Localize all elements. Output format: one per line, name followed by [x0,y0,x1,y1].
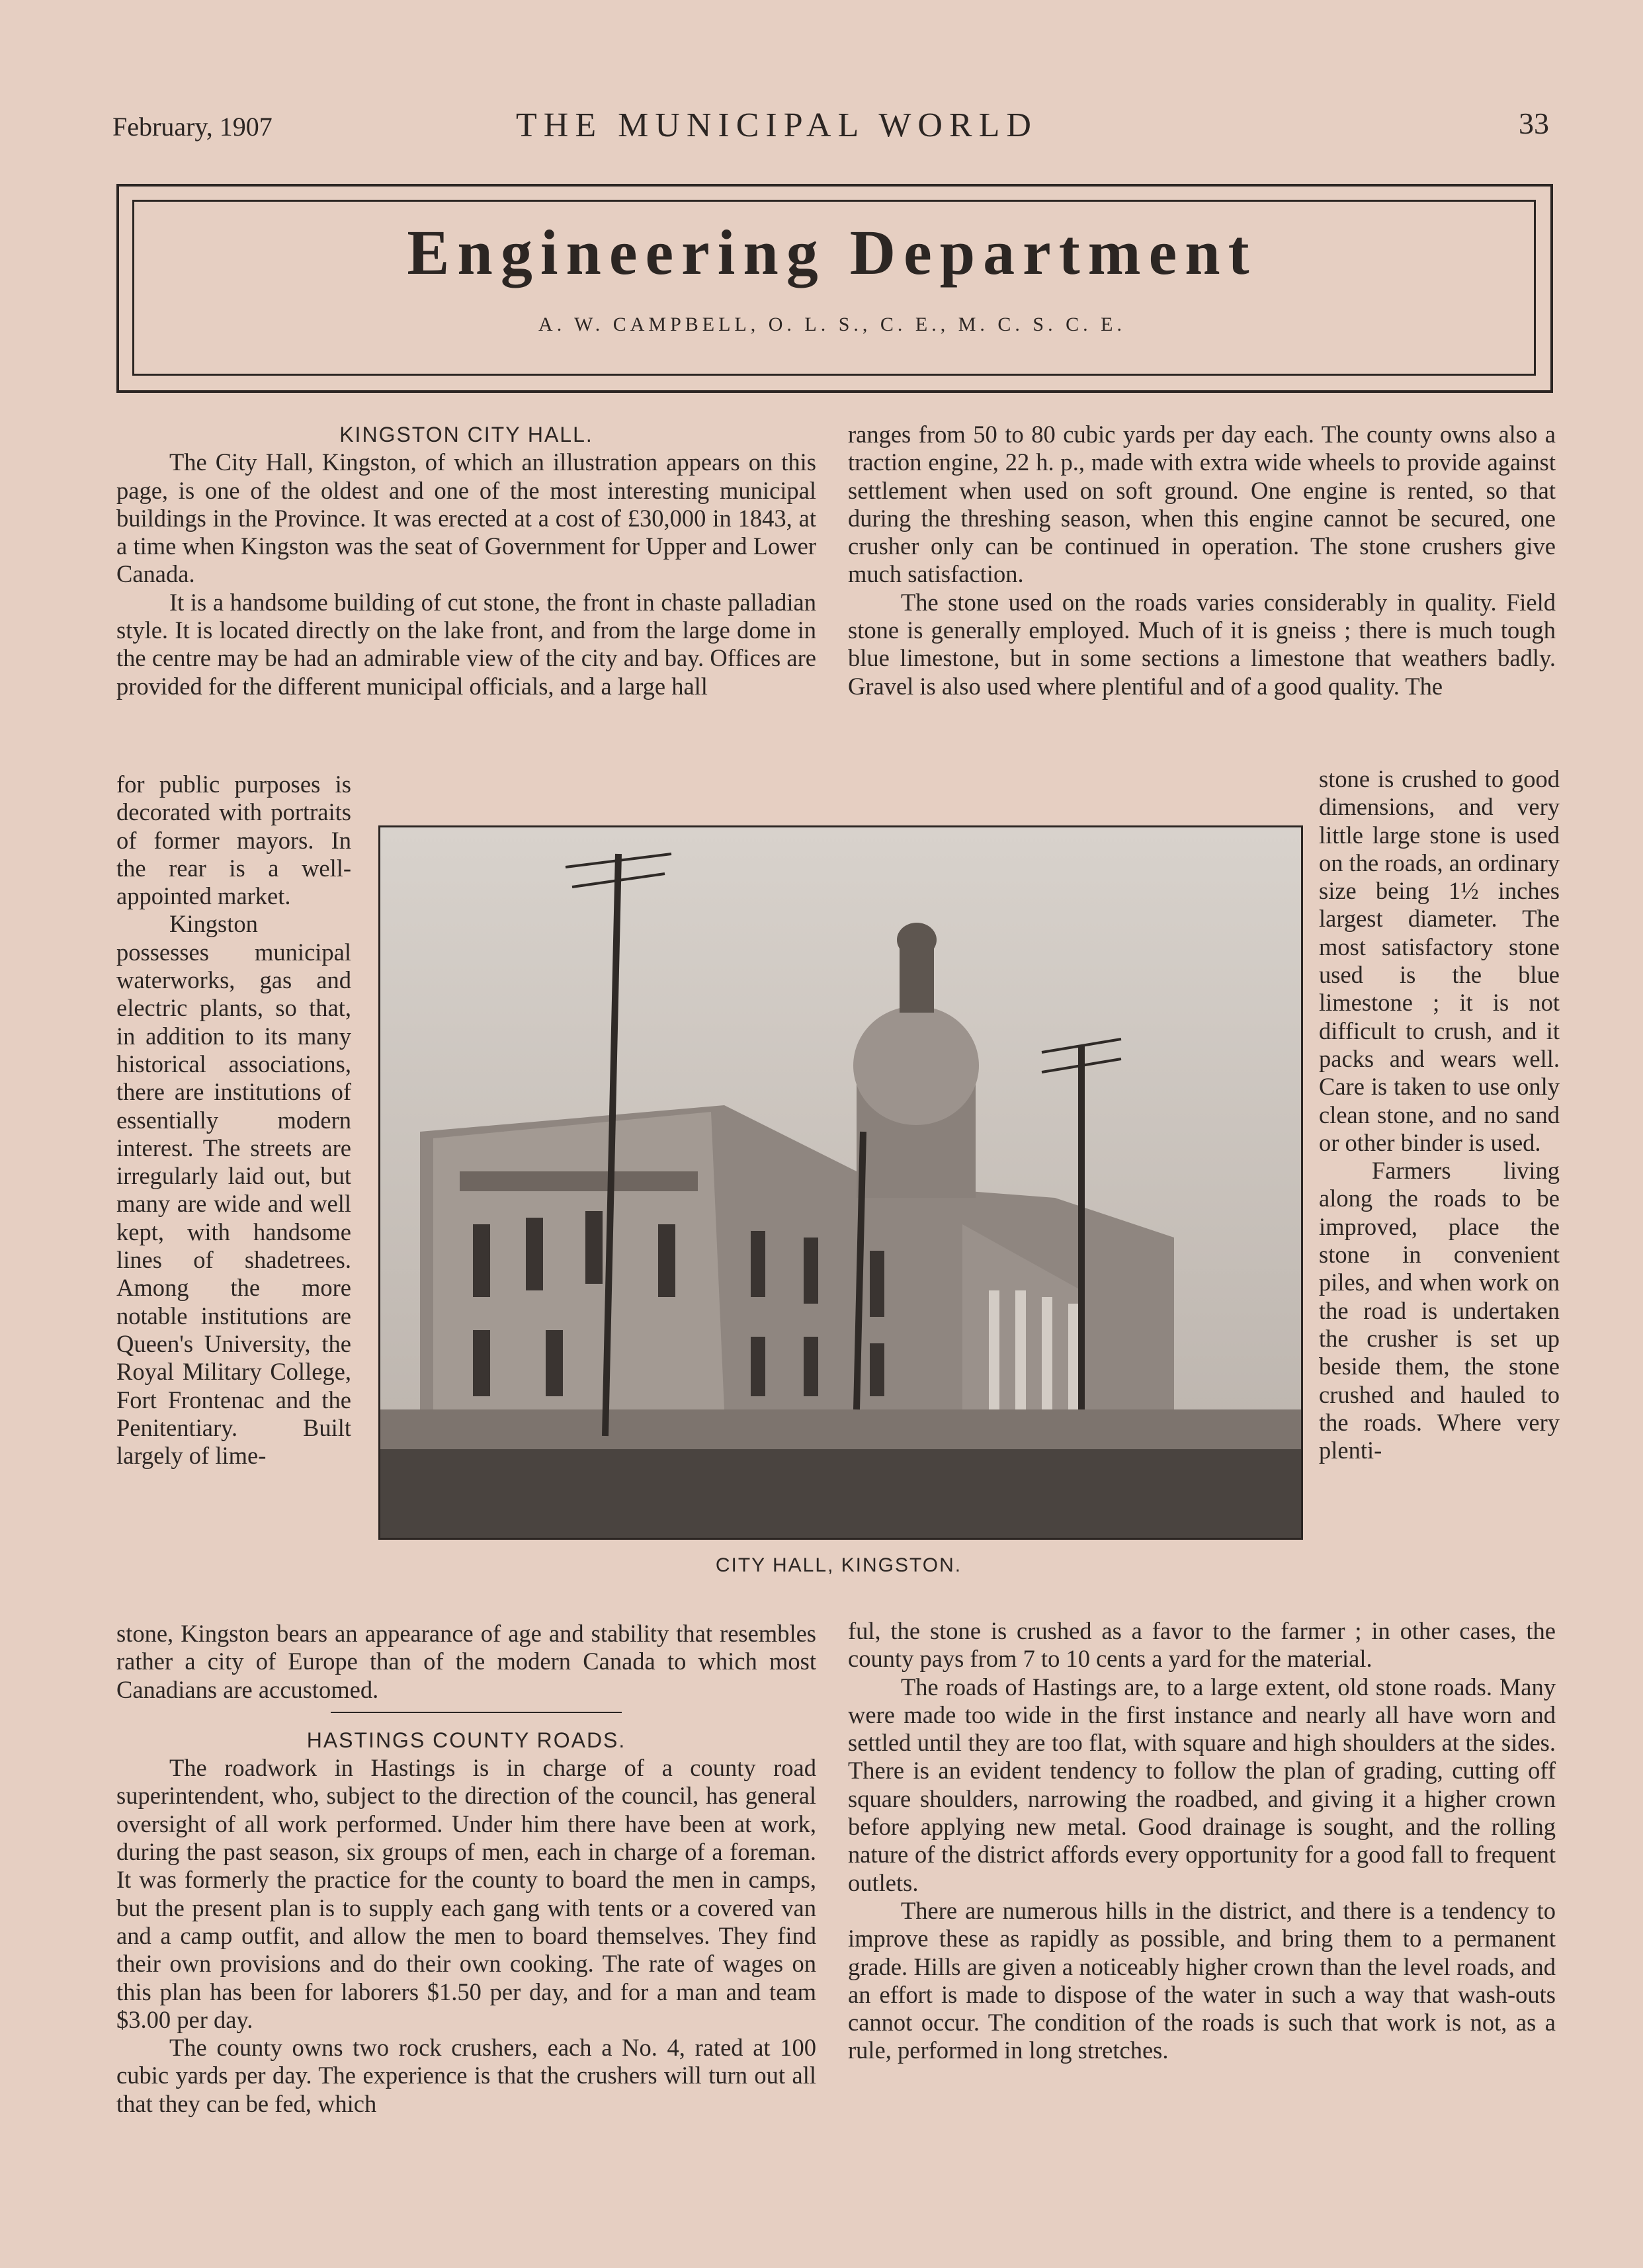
kingston-paragraph-2-cont: for public purposes is decorated with portraits of former mayors. In the rear is a well-appointed market. [116,771,351,910]
kingston-article-top [116,421,816,700]
header-title: THE MUNICIPAL WORLD [516,106,1038,144]
kingston-article-narrow [116,771,351,1470]
kingston-heading: KINGSTON CITY HALL. [339,423,593,446]
hastings-paragraph-2-cont: ranges from 50 to 80 cubic yards per day each. The county owns also a traction engine, 22 h. p., made with extra wide wheels to provide against settlement when used on soft ground. One engine is rented, so that during the threshing season, when this engine cannot be secured, one crusher only can be continued in operation. The stone crushers give much satisfaction. [848,421,1556,588]
hastings-paragraph-4: Farmers living along the roads to be improved, place the stone in convenient piles, and when work on the road is undertaken the crusher is set up beside them, the stone crushed and hauled to the roads. Where very plenti- [1319,1157,1560,1464]
hastings-paragraph-5: The roads of Hastings are, to a large extent, old stone roads. Many were made too wide in the first instance and nearly all have worn and settled until they are too flat, with square and high shoulders at the sides. There is an evident tendency to follow the plan of grading, cutting off square shoulders, narrowing the roadbed, and giving it a higher crown before applying new metal. Good drainage is sought, and the rolling nature of the district affords every opportunity for a good fall to frequent outlets. [848,1673,1556,1896]
section-divider [331,1712,622,1713]
hastings-paragraph-6: There are numerous hills in the district, and there is a tendency to improve these as rapidly as possible, and bring them to a permanent grade. Hills are given a noticeably higher crown than the level roads, and an effort is made to dispose of the water in such a way that wash-outs cannot occur. The condition of the roads is such that work is not, as a rule, performed in long stretches. [848,1896,1556,2064]
department-author: A. W. CAMPBELL, O. L. S., C. E., M. C. S. C. E. [538,314,1126,335]
kingston-paragraph-1: The City Hall, Kingston, of which an illustration appears on this page, is one of the oldest and one of the most interesting municipal buildings in the Province. It was erected at a cost of £30,000 in 1843, at a time when Kingston was the seat of Government for Upper and Lower Canada. [116,448,816,588]
photo-caption: CITY HALL, KINGSTON. [715,1554,962,1576]
kingston-paragraph-3-cont: stone, Kingston bears an appearance of age and stability that resembles rather a city of Europe than of the modern Canada to which most Canadians are accustomed. [116,1620,816,1703]
kingston-paragraph-3: Kingston possesses municipal waterworks, gas and electric plants, so that, in addition to its many historical associations, there are institutions of essentially modern interest. The streets are irregularly laid out, but many are wide and well kept, with handsome lines of shadetrees. Among the more notable institutions are Queen's University, the Royal Military College, Fort Frontenac and the Penitentiary. Built largely of lime- [116,910,351,1470]
kingston-article-bottom [116,1620,816,2118]
hastings-article-right-narrow [1319,765,1560,1464]
hastings-article-right-top [848,421,1556,700]
hastings-paragraph-3-cont: stone is crushed to good dimensions, and very little large stone is used on the roads, an ordinary size being 1½ inches largest diameter. The most satisfactory stone used is the blue limestone ; it is not difficult to crush, and it packs and wears well. Care is taken to use only clean stone, and no sand or other binder is used. [1319,765,1560,1156]
hastings-article-right-bottom [848,1617,1556,2065]
department-title: Engineering Department [407,217,1257,288]
page-number: 33 [1519,106,1549,140]
hastings-heading: HASTINGS COUNTY ROADS. [306,1728,626,1752]
header-date: February, 1907 [112,112,273,142]
hastings-paragraph-1: The roadwork in Hastings is in charge of a county road superintendent, who, subject to the direction of the council, has general oversight of all work performed. Under him there have been at work, during the past season, six groups of men, each in charge of a foreman. It was formerly the practice for the county to board the men in camps, but the present plan is to supply each gang with tents or a covered van and a camp outfit, and allow the men to board themselves. They find their own provisions and do their own cooking. The rate of wages on this plan has been for laborers $1.50 per day, and for a man and team $3.00 per day. [116,1754,816,2033]
kingston-paragraph-2: It is a handsome building of cut stone, the front in chaste palladian style. It is located directly on the lake front, and from the large dome in the centre may be had an admirable view of the city and bay. Offices are provided for the different municipal officials, and a large hall [116,588,816,700]
city-hall-illustration [380,827,1301,1538]
hastings-paragraph-2: The county owns two rock crushers, each a No. 4, rated at 100 cubic yards per day. The experience is that the crushers will turn out all that they can be fed, which [116,2034,816,2117]
hastings-paragraph-4-cont: ful, the stone is crushed as a favor to the farmer ; in other cases, the county pays from 7 to 10 cents a yard for the material. [848,1617,1556,1673]
city-hall-photo [378,825,1303,1540]
hastings-paragraph-3: The stone used on the roads varies considerably in quality. Field stone is generally employed. Much of it is gneiss ; there is much tough blue limestone, but in some sections a limestone that weathers badly. Gravel is also used where plentiful and of a good quality. The [848,588,1556,700]
